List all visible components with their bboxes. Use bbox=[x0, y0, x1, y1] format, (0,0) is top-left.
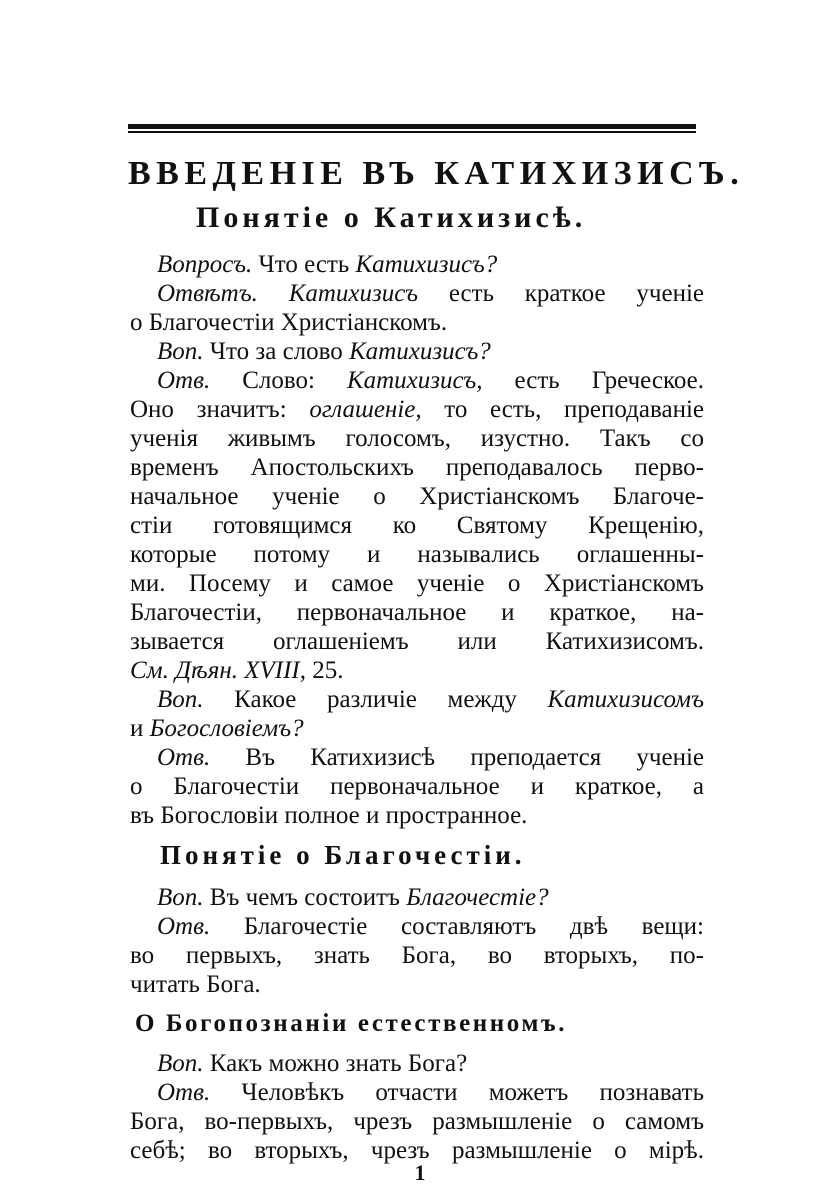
text-line: ми. Посему и самое ученіе о Христіанскомъ bbox=[130, 570, 704, 597]
text-line: Отв. Благочестіе составляютъ двѣ вещи: bbox=[157, 913, 704, 940]
text-line: о Благочестіи Христіанскомъ. bbox=[130, 309, 448, 336]
text-line: читать Бога. bbox=[130, 971, 261, 998]
page-number: 1 bbox=[414, 1160, 426, 1185]
text-line: Отв. Слово: Катихизисъ, есть Греческое. bbox=[157, 367, 704, 394]
text-line: стіи готовящимся ко Святому Крещенію, bbox=[130, 512, 704, 539]
text-line: зывается оглашеніемъ или Катихизисомъ. bbox=[130, 628, 704, 655]
text-line: Воп. Какъ можно знать Бога? bbox=[157, 1050, 468, 1077]
text-line: Отв. Въ Катихизисѣ преподается ученіе bbox=[157, 744, 704, 771]
text-line: Оно значитъ: оглашеніе, то есть, преподаваніе bbox=[130, 396, 704, 423]
header-double-rule bbox=[128, 124, 696, 134]
header-rule-thin bbox=[128, 131, 696, 133]
text-line: Воп. Какое различіе между Катихизисомъ bbox=[157, 686, 704, 713]
text-line: временъ Апостольскихъ преподавалось перво- bbox=[130, 454, 704, 481]
text-line: ученія живымъ голосомъ, изустно. Такъ со bbox=[130, 425, 704, 452]
chapter-title: ВВЕДЕНІЕ ВЪ КАТИХИЗИСЪ. bbox=[128, 155, 745, 192]
text-line: Бога, во-первыхъ, чрезъ размышленіе о самомъ bbox=[130, 1108, 704, 1135]
section-heading-piety: Понятіе о Благочестіи. bbox=[160, 840, 526, 870]
text-line: Отв. Человѣкъ отчасти можетъ познавать bbox=[157, 1079, 704, 1106]
header-rule-thick bbox=[128, 124, 696, 129]
text-line: Вопросъ. Что есть Катихизисъ? bbox=[157, 251, 498, 278]
text-line: Благочестіи, первоначальное и краткое, на- bbox=[130, 599, 704, 626]
text-line: и Богословіемъ? bbox=[130, 715, 304, 742]
text-line: Воп. Что за слово Катихизисъ? bbox=[157, 338, 491, 365]
text-line: См. Дѣян. XVIII, 25. bbox=[130, 657, 344, 684]
section-heading-catechism: Понятіе о Катихизисѣ. bbox=[196, 201, 587, 234]
text-line: Воп. Въ чемъ состоитъ Благочестіе? bbox=[157, 884, 549, 911]
text-line: Отвѣтъ. Катихизисъ есть краткое ученіе bbox=[157, 280, 705, 307]
text-line: о Благочестіи первоначальное и краткое, а bbox=[130, 773, 704, 800]
text-line: себѣ; во вторыхъ, чрезъ размышленіе о мірѣ. bbox=[130, 1137, 704, 1164]
text-line: во первыхъ, знать Бога, во вторыхъ, по- bbox=[130, 942, 704, 969]
section-heading-natural-knowledge: О Богопознаніи естественномъ. bbox=[135, 1010, 568, 1037]
text-line: начальное ученіе о Христіанскомъ Благоче- bbox=[130, 483, 704, 510]
text-line: которые потому и назывались оглашенны- bbox=[130, 541, 704, 568]
text-line: въ Богословіи полное и пространное. bbox=[130, 802, 528, 829]
